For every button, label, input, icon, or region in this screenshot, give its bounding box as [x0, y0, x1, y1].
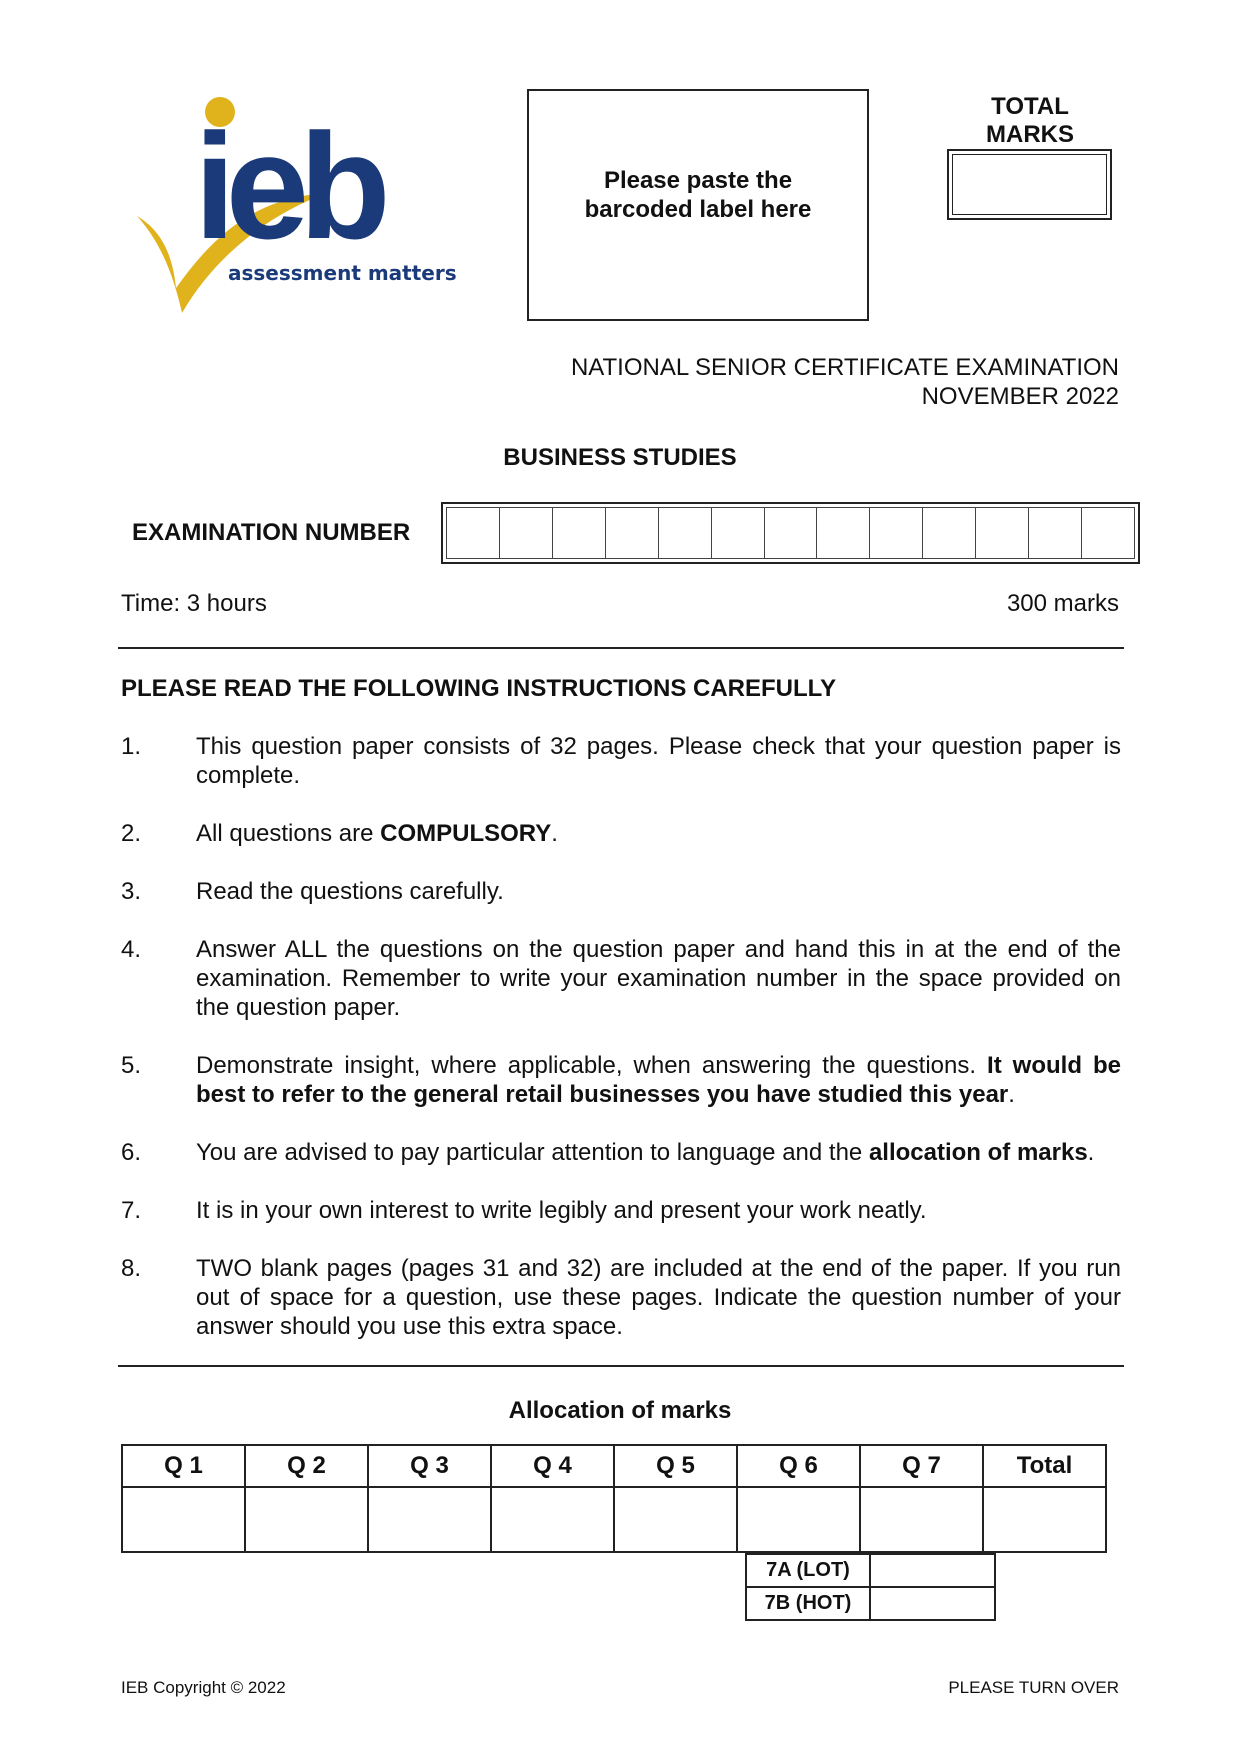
- exam-number-cell[interactable]: [606, 507, 659, 559]
- instruction-item: [121, 1196, 1121, 1225]
- barcode-label-box: [527, 89, 869, 321]
- instruction-text: TWO blank pages (pages 31 and 32) are included at the end of the paper. If you run out of space for a question, use these pages. Indicate the question number of your answer should you use this extra space.: [196, 1255, 1121, 1340]
- allocation-header: Q 2: [245, 1445, 368, 1487]
- marks-cell-q7[interactable]: [860, 1487, 983, 1552]
- exam-title-line2: NOVEMBER 2022: [921, 383, 1119, 410]
- exam-number-cell[interactable]: [765, 507, 818, 559]
- allocation-header-row: [122, 1445, 1106, 1487]
- ieb-logo: [132, 88, 502, 318]
- instruction-number: 2.: [121, 820, 142, 847]
- instruction-emphasis: It would be best to refer to the general retail businesses you have studied this year: [196, 1052, 1121, 1108]
- instruction-text-end: .: [1087, 1139, 1095, 1166]
- exam-number-cell[interactable]: [500, 507, 553, 559]
- allocation-header: Q 6: [737, 1445, 860, 1487]
- instruction-text: Demonstrate insight, where applicable, when answering the questions.: [196, 1052, 988, 1079]
- subject-title: BUSINESS STUDIES: [503, 444, 737, 471]
- q7b-marks-cell[interactable]: [870, 1587, 995, 1620]
- allocation-header: Q 1: [122, 1445, 245, 1487]
- instruction-number: 6.: [121, 1139, 142, 1166]
- instruction-item: [121, 1138, 1121, 1167]
- instruction-number: 4.: [121, 936, 142, 963]
- footer-copyright: IEB Copyright © 2022: [121, 1678, 286, 1697]
- instruction-number: 8.: [121, 1255, 142, 1282]
- instruction-text-end: .: [551, 820, 558, 847]
- marks-cell-q3[interactable]: [368, 1487, 491, 1552]
- q7-breakdown-row: [746, 1554, 995, 1587]
- marks-cell-total[interactable]: [983, 1487, 1106, 1552]
- footer-turn-over: PLEASE TURN OVER: [948, 1678, 1119, 1697]
- exam-number-cell[interactable]: [659, 507, 712, 559]
- allocation-header: Total: [983, 1445, 1106, 1487]
- instruction-text: It is in your own interest to write legibly and present your work neatly.: [196, 1197, 927, 1224]
- q7b-label: 7B (HOT): [746, 1587, 870, 1620]
- instruction-text: You are advised to pay particular attention to language and the: [196, 1139, 869, 1166]
- instruction-text: Read the questions carefully.: [196, 878, 504, 905]
- marks-cell-q4[interactable]: [491, 1487, 614, 1552]
- allocation-header: Q 4: [491, 1445, 614, 1487]
- instruction-text: Answer ALL the questions on the question paper and hand this in at the end of the examination. Remember to write your examination number in the space provided on the question paper.: [196, 936, 1121, 1021]
- logo-letters: ieb: [194, 102, 381, 270]
- exam-number-cell[interactable]: [1082, 507, 1135, 559]
- allocation-header: Q 7: [860, 1445, 983, 1487]
- total-marks-box[interactable]: [947, 149, 1112, 220]
- instructions-list: [121, 732, 1121, 1370]
- exam-number-cell[interactable]: [870, 507, 923, 559]
- exam-number-grid: [441, 502, 1140, 564]
- exam-number-cell[interactable]: [817, 507, 870, 559]
- barcode-label-text: Please paste the barcoded label here: [584, 167, 812, 223]
- instruction-number: 7.: [121, 1197, 142, 1224]
- allocation-table: [121, 1444, 1107, 1553]
- marks-cell-q5[interactable]: [614, 1487, 737, 1552]
- instruction-number: 5.: [121, 1052, 142, 1079]
- allocation-header: Q 3: [368, 1445, 491, 1487]
- exam-number-cell[interactable]: [446, 507, 500, 559]
- instruction-text: All questions are: [196, 820, 381, 847]
- instruction-text: This question paper consists of 32 pages. Please check that your question paper is complete.: [196, 733, 1121, 789]
- q7a-marks-cell[interactable]: [870, 1554, 995, 1587]
- marks-cell-q6[interactable]: [737, 1487, 860, 1552]
- total-marks-value: 300 marks: [1006, 590, 1119, 617]
- instruction-item: [121, 877, 1121, 906]
- allocation-marks-row: [122, 1487, 1106, 1552]
- total-marks-label: [950, 93, 1110, 149]
- logo-tagline: assessment matters: [228, 261, 457, 285]
- divider-bottom: [118, 1365, 1124, 1367]
- exam-title-line1: NATIONAL SENIOR CERTIFICATE EXAMINATION: [570, 354, 1119, 381]
- instruction-emphasis: allocation of marks: [868, 1139, 1088, 1166]
- q7a-label: 7A (LOT): [746, 1554, 870, 1587]
- exam-number-cell[interactable]: [712, 507, 765, 559]
- marks-cell-q2[interactable]: [245, 1487, 368, 1552]
- exam-number-cell[interactable]: [976, 507, 1029, 559]
- instruction-item: [121, 732, 1121, 790]
- marks-cell-q1[interactable]: [122, 1487, 245, 1552]
- allocation-title: Allocation of marks: [508, 1397, 732, 1424]
- time-allowed: Time: 3 hours: [121, 590, 267, 617]
- total-marks-line1: TOTAL: [991, 93, 1069, 120]
- instruction-item: [121, 1254, 1121, 1341]
- instruction-text-end: .: [1008, 1081, 1015, 1108]
- instruction-number: 1.: [121, 733, 142, 760]
- allocation-header: Q 5: [614, 1445, 737, 1487]
- exam-number-cell[interactable]: [553, 507, 606, 559]
- exam-title: [571, 353, 1119, 411]
- instruction-item: [121, 935, 1121, 1022]
- total-marks-line2: MARKS: [986, 121, 1074, 148]
- q7-breakdown-row: [746, 1587, 995, 1620]
- instruction-item: [121, 1051, 1121, 1109]
- exam-number-cell[interactable]: [1029, 507, 1082, 559]
- instruction-item: [121, 819, 1121, 848]
- instructions-heading: PLEASE READ THE FOLLOWING INSTRUCTIONS CAREFULLY: [121, 675, 837, 702]
- instruction-emphasis: COMPULSORY: [380, 820, 552, 847]
- q7-breakdown-table: [745, 1553, 996, 1621]
- exam-number-label: EXAMINATION NUMBER: [132, 519, 411, 546]
- exam-number-cell[interactable]: [923, 507, 976, 559]
- ieb-logo-graphic: [132, 88, 502, 318]
- instruction-number: 3.: [121, 878, 142, 905]
- divider-top: [118, 647, 1124, 649]
